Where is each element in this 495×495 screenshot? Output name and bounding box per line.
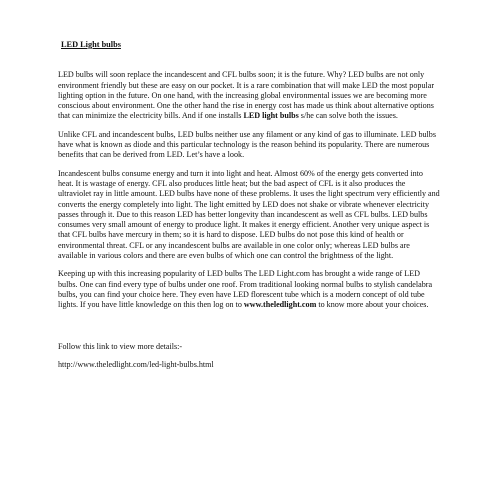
paragraph-intro-bold: LED light bulbs	[243, 111, 299, 121]
follow-link-text: Follow this link to view more details:-	[58, 341, 183, 351]
document-title: LED Light bulbs	[61, 40, 121, 49]
paragraph-incandescent: Incandescent bulbs consume energy and turn it into light and heat. Almost 60% of the energy gets converted into heat. It is wastage of energy. CFL also produces little heat; but the bad aspect of CFL is it also produces the ultraviolet ray in little amount. LED bulbs have none of these problems. It uses the light spectrum very efficiently and converts the energy completely into light. The light emitted by LED does not shake or vibrate whenever electricity passes through it. Due to this reason LED has better longevity than incandescent as well as CFL bulbs. LED bulbs consumes very small amount of energy to produce light. It makes it energy efficient. Another very unique aspect is that CFL bulbs have mercury in them; so it is hard to dispose. LED bulbs do not pose this kind of health or environmental threat. CFL or any incandescent bulbs are available in one color only; whereas LED bulbs are available in various colors and there are even bulbs of which one can control the brightness of the light.	[58, 168, 440, 261]
document-page	[58, 40, 440, 370]
website-link[interactable]: www.theledlight.com	[243, 300, 317, 310]
paragraph-keeping-up	[58, 269, 440, 310]
paragraph-intro-text-a: LED bulbs will soon replace the incandescent and CFL bulbs soon; it is the future. Why? LED bulbs are not only environment friendly but these are easy on our pocket. It is a rare combination that will make LED the most popular lighting option in the future. On one hand, with the increasing global environmental issues we are becoming more conscious about environment. One the other hand the rise in energy cost has made us think about alternative options that can minimize the electricity bills. And if one installs	[58, 70, 435, 121]
paragraph-intro-text-b: s/he can solve both the issues.	[298, 111, 398, 121]
paragraph-keeping-up-text-b: to know more about your choices.	[316, 300, 429, 310]
paragraph-unlike: Unlike CFL and incandescent bulbs, LED bulbs neither use any filament or any kind of gas to illuminate. LED bulbs have what is known as diode and this particular technology is the reason behind its popularity. There are numerous benefits that can be derived from LED. Let’s have a look.	[58, 129, 437, 160]
details-url-link[interactable]: http://www.theledlight.com/led-light-bulbs.html	[58, 359, 214, 369]
paragraph-keeping-up-text-a: Keeping up with this increasing popularity of LED bulbs The LED Light.com has brought a wide range of LED bulbs. One can find every type of bulbs under one roof. From traditional looking normal bulbs to stylish candelabra bulbs, you can find your choice here. They even have LED florescent tube which is a modern concept of old tube lights. If you have little knowledge on this then log on to	[58, 269, 433, 310]
paragraph-intro	[58, 70, 440, 121]
